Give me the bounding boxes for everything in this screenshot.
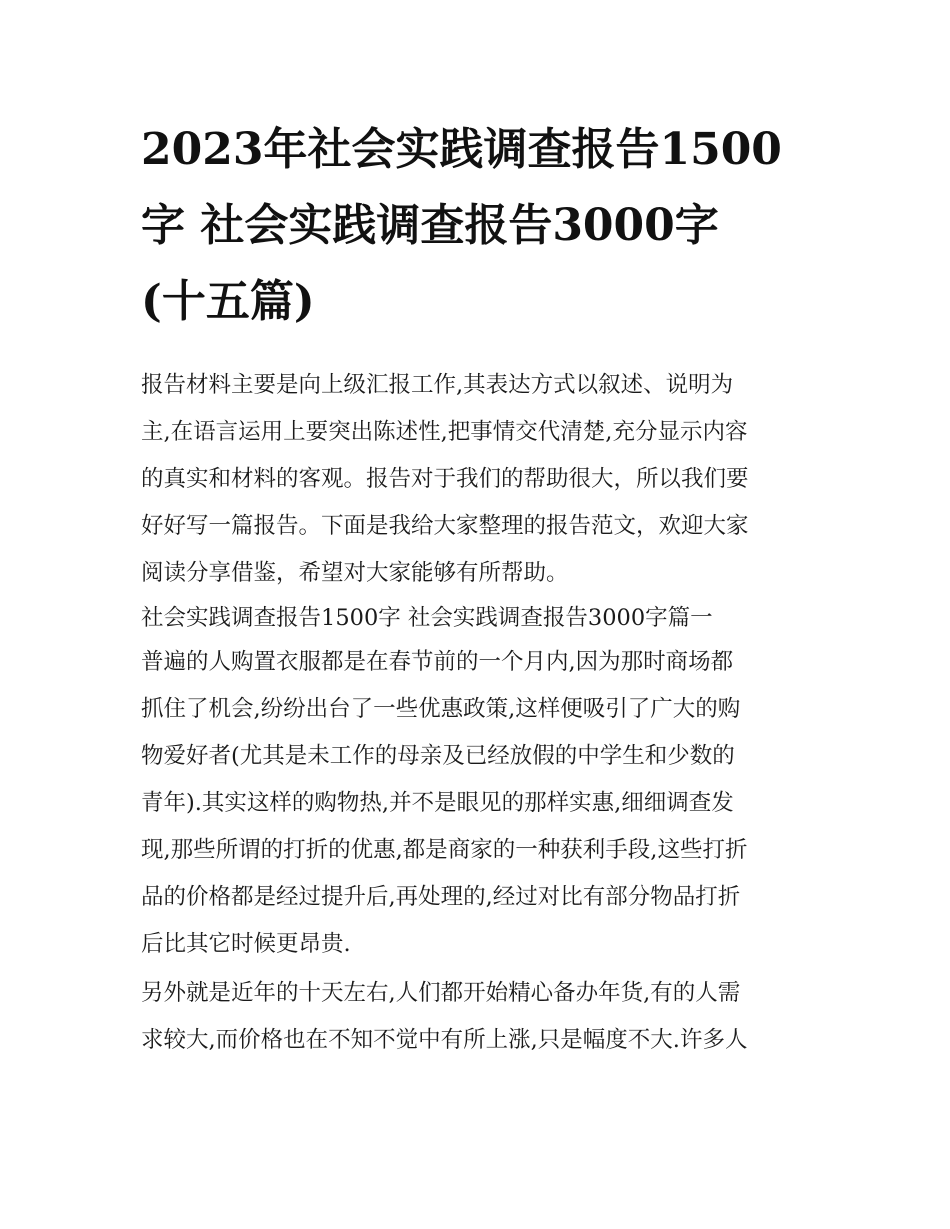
text-line: 报告材料主要是向上级汇报工作,其表达方式以叙述、说明为 [141, 372, 734, 398]
text-line: 另外就是近年的十天左右,人们都开始精心备办年货,有的人需 [141, 980, 741, 1006]
section-heading: 社会实践调查报告1500字 社会实践调查报告3000字篇一 [141, 605, 713, 631]
text-line: 抓住了机会,纷纷出台了一些优惠政策,这样便吸引了广大的购 [141, 696, 741, 722]
text-line: 品的价格都是经过提升后,再处理的,经过对比有部分物品打折 [141, 884, 741, 910]
text-line: 主,在语言运用上要突出陈述性,把事情交代清楚,充分显示内容 [141, 419, 748, 445]
body-paragraph-2 [141, 970, 817, 1064]
text-line: 后比其它时候更昂贵. [141, 931, 351, 957]
text-line: 好好写一篇报告。下面是我给大家整理的报告范文，欢迎大家 [141, 513, 749, 539]
text-line: 求较大,而价格也在不知不觉中有所上涨,只是幅度不大.许多人 [141, 1027, 748, 1053]
document-page [141, 112, 817, 1064]
title-line: 字 社会实践调查报告3000字 [141, 200, 719, 251]
document-body [141, 362, 817, 1064]
body-paragraph-1 [141, 639, 817, 968]
title-line: (十五篇) [141, 276, 315, 327]
document-title [141, 112, 817, 340]
text-line: 普遍的人购置衣服都是在春节前的一个月内,因为那时商场都 [141, 649, 734, 675]
text-line: 阅读分享借鉴，希望对大家能够有所帮助。 [141, 560, 569, 586]
text-line: 现,那些所谓的打折的优惠,都是商家的一种获利手段,这些打折 [141, 837, 748, 863]
text-line: 的真实和材料的客观。报告对于我们的帮助很大，所以我们要 [141, 466, 749, 492]
title-line: 2023年社会实践调查报告1500 [141, 124, 782, 175]
text-line: 青年).其实这样的购物热,并不是眼见的那样实惠,细细调查发 [141, 790, 734, 816]
intro-paragraph [141, 362, 817, 597]
text-line: 物爱好者(尤其是未工作的母亲及已经放假的中学生和少数的 [141, 743, 735, 769]
